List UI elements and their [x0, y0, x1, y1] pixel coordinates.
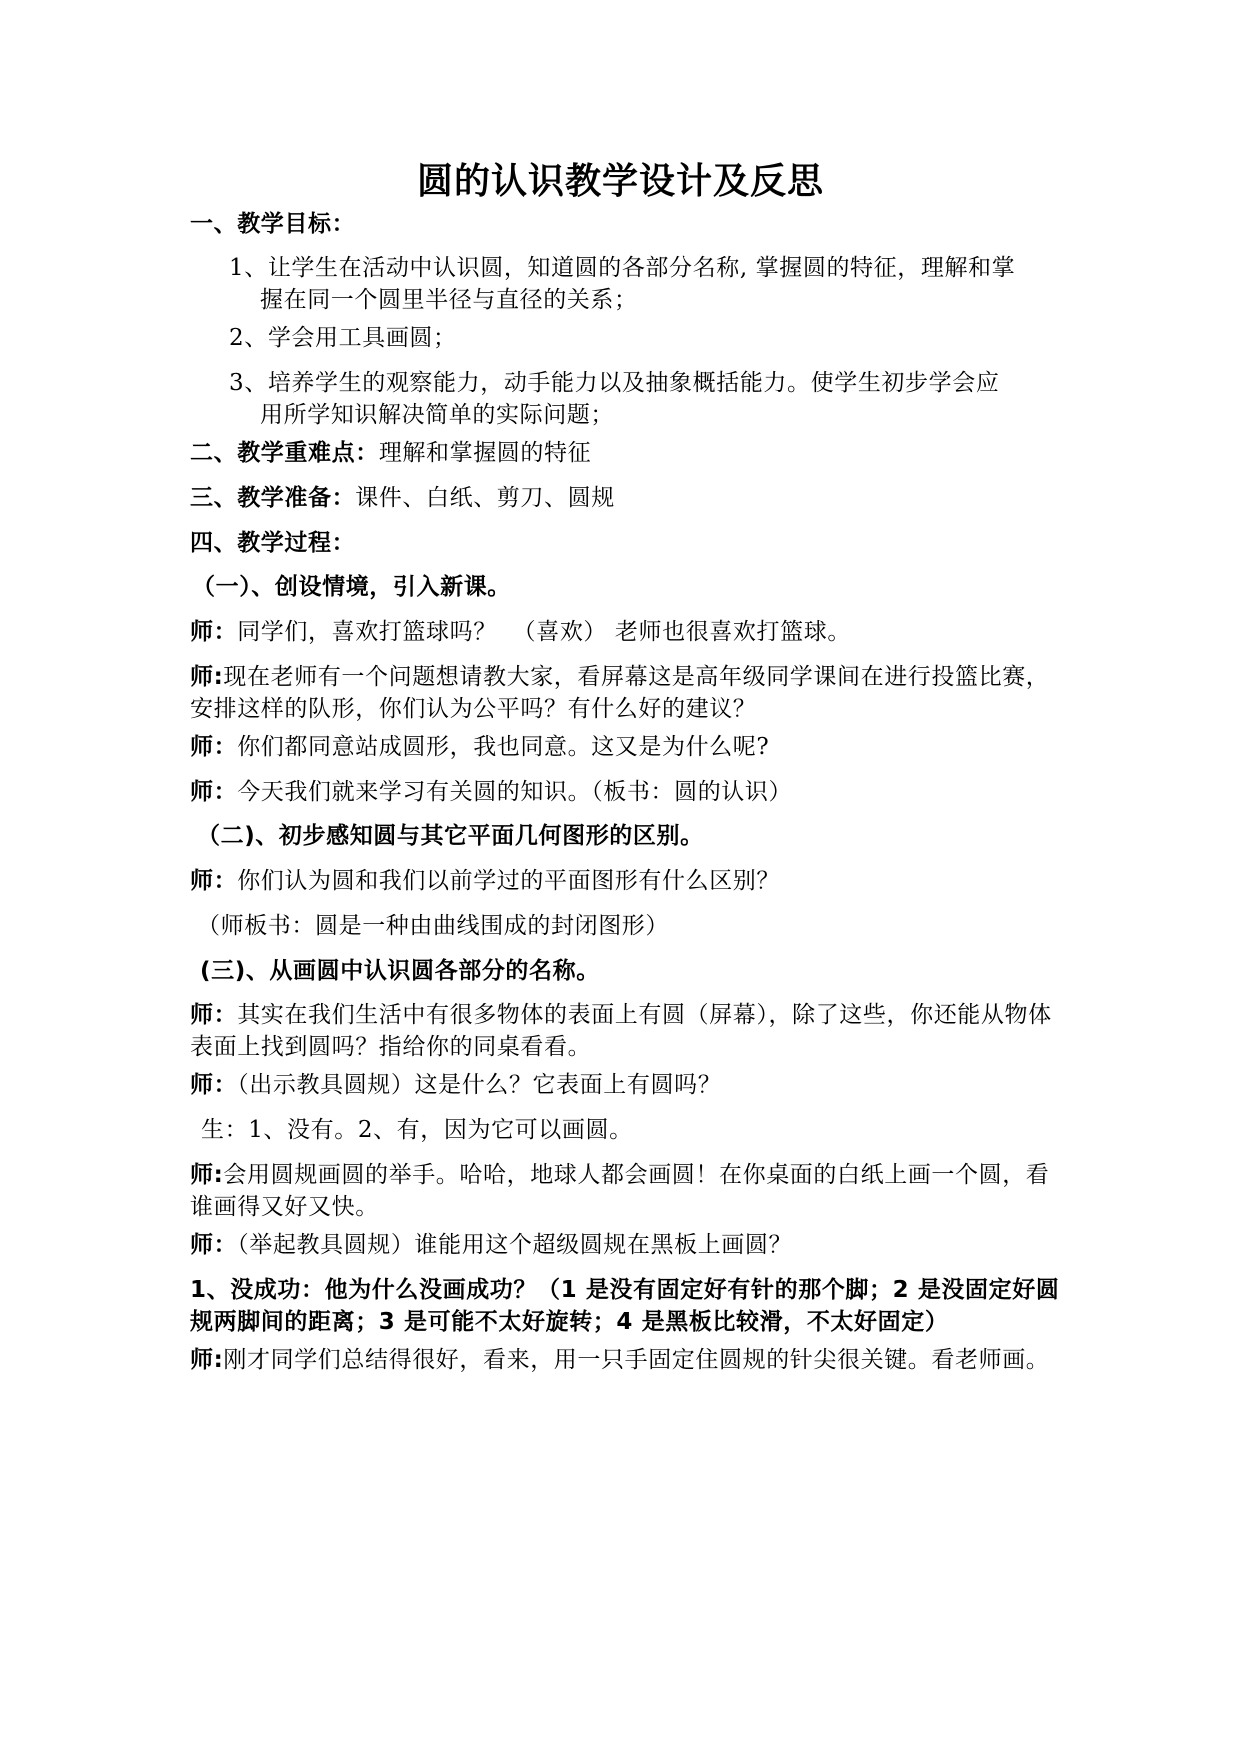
paragraph-7 — [190, 999, 1060, 1063]
paragraph-text: 会用圆规画圆的举手。哈哈，地球人都会画圆！在你桌面的白纸上画一个圆，看谁画得又好又快。 — [190, 1162, 1050, 1220]
paragraph-text: 你们认为圆和我们以前学过的平面图形有什么区别？ — [237, 868, 781, 894]
paragraph-1 — [190, 616, 851, 648]
objective-item-2-line1: 2、学会用工具画圆； — [229, 325, 457, 351]
speaker-label: 师： — [190, 868, 238, 894]
paragraph-10 — [190, 1159, 1060, 1223]
speaker-label: 师： — [190, 1002, 238, 1028]
key-points-text: 理解和掌握圆的特征 — [378, 440, 592, 466]
objective-item-3-line1: 3、培养学生的观察能力，动手能力以及抽象概括能力。使学生初步学会应 — [229, 370, 1000, 396]
preparation — [190, 482, 615, 514]
paragraph-text: 你们都同意站成圆形，我也同意。这又是为什么呢? — [237, 734, 770, 760]
key-points — [190, 437, 591, 469]
paragraph-6: （师板书：圆是一种由曲线围成的封闭图形） — [197, 913, 669, 939]
paragraph-text: （出示教具圆规）这是什么？它表面上有圆吗？ — [237, 1072, 722, 1098]
speaker-label: 师： — [190, 779, 238, 805]
paragraph-12: 1、没成功：他为什么没画成功？（1 是没有固定好有针的那个脚；2 是没固定好圆规两脚间的距离；3 是可能不太好旋转；4 是黑板比较滑，不太好固定） — [190, 1277, 1060, 1335]
paragraph-text: 今天我们就来学习有关圆的知识。（板书：圆的认识） — [237, 779, 793, 805]
paragraph-text: 其实在我们生活中有很多物体的表面上有圆（屏幕），除了这些，你还能从物体表面上找到圆吗？指给你的同桌看看。 — [190, 1002, 1052, 1060]
speaker-label: 师： — [190, 1232, 238, 1258]
section-2-heading: （二)、初步感知圆与其它平面几何图形的区别。 — [197, 823, 704, 849]
speaker-label: 师： — [190, 734, 238, 760]
paragraph-11 — [190, 1229, 792, 1261]
objective-item-2 — [229, 322, 1079, 354]
objectives-heading: 一、教学目标： — [190, 211, 356, 237]
paragraph-13 — [190, 1344, 1060, 1376]
paragraph-9: 生：1、没有。2、有，因为它可以画圆。 — [201, 1117, 633, 1143]
paragraph-text: 同学们，喜欢打篮球吗？ （喜欢） 老师也很喜欢打篮球。 — [237, 619, 851, 645]
paragraph-text: 现在老师有一个问题想请教大家，看屏幕这是高年级同学课间在进行投篮比赛，安排这样的队形，你们认为公平吗？有什么好的建议？ — [190, 664, 1050, 722]
preparation-text: 课件、白纸、剪刀、圆规 — [355, 485, 615, 511]
speaker-label: 师: — [190, 664, 224, 690]
section-3-heading: (三)、从画圆中认识圆各部分的名称。 — [200, 958, 600, 984]
section-1-heading: （一）、创设情境，引入新课。 — [192, 574, 511, 600]
objective-item-1 — [229, 252, 1079, 316]
paragraph-8 — [190, 1069, 721, 1101]
objective-item-3 — [229, 367, 1079, 431]
document-title: 圆的认识教学设计及反思 — [416, 161, 824, 202]
paragraph-text: （举起教具圆规）谁能用这个超级圆规在黑板上画圆？ — [237, 1232, 793, 1258]
speaker-label: 师： — [190, 1072, 238, 1098]
key-points-label: 二、教学重难点： — [190, 440, 379, 466]
paragraph-3 — [190, 731, 769, 763]
objective-item-3-line2: 用所学知识解决简单的实际问题； — [260, 402, 614, 428]
paragraph-text: 刚才同学们总结得很好，看来，用一只手固定住圆规的针尖很关键。看老师画。 — [223, 1347, 1050, 1373]
preparation-label: 三、教学准备： — [190, 485, 356, 511]
paragraph-5 — [190, 865, 780, 897]
paragraph-4 — [190, 776, 792, 808]
paragraph-2 — [190, 661, 1060, 725]
objective-item-1-line1: 1、让学生在活动中认识圆，知道圆的各部分名称, 掌握圆的特征，理解和掌 — [229, 255, 1016, 281]
speaker-label: 师: — [190, 1162, 224, 1188]
process-heading: 四、教学过程： — [190, 530, 356, 556]
speaker-label: 师： — [190, 619, 238, 645]
objective-item-1-line2: 握在同一个圆里半径与直径的关系； — [260, 287, 638, 313]
speaker-label: 师: — [190, 1347, 224, 1373]
